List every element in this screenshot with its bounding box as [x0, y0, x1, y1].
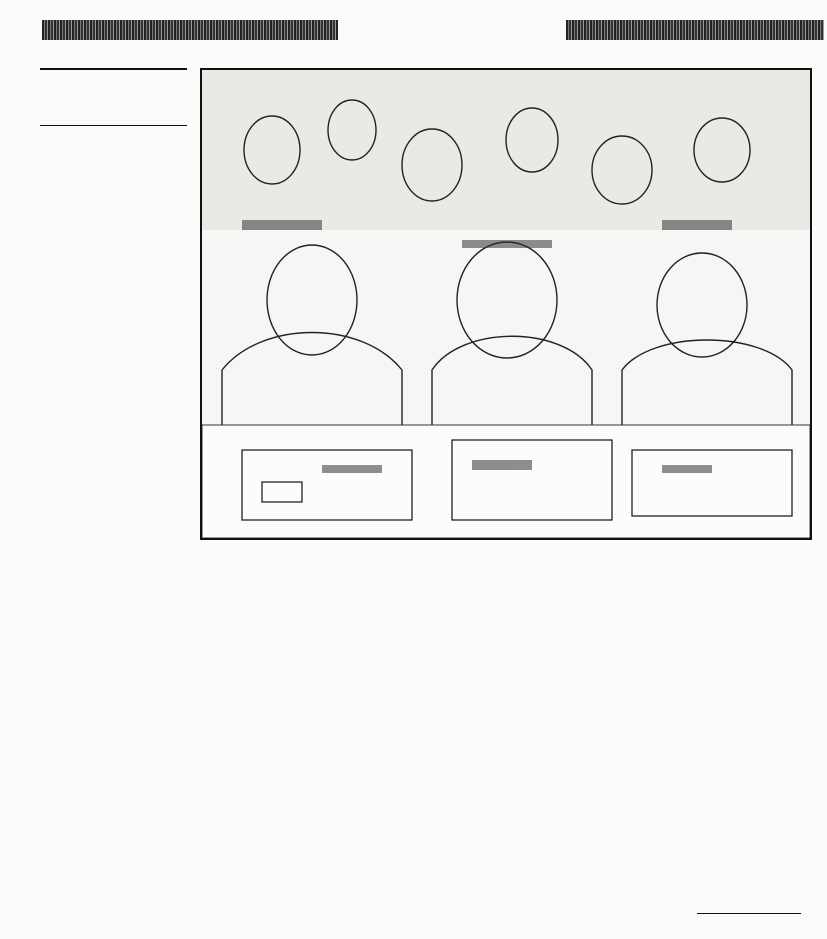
- rule-top: [40, 68, 187, 70]
- header-bar-left: [42, 20, 338, 40]
- rule-mid: [40, 125, 187, 126]
- column-2: [200, 571, 346, 585]
- column-4: [513, 574, 658, 588]
- lunch-photo: [200, 68, 812, 540]
- column-3: [357, 571, 502, 585]
- district-block: [12, 137, 188, 151]
- photo-image: [202, 70, 810, 538]
- header-bar-right: [566, 20, 824, 40]
- footer-rule: [697, 913, 801, 914]
